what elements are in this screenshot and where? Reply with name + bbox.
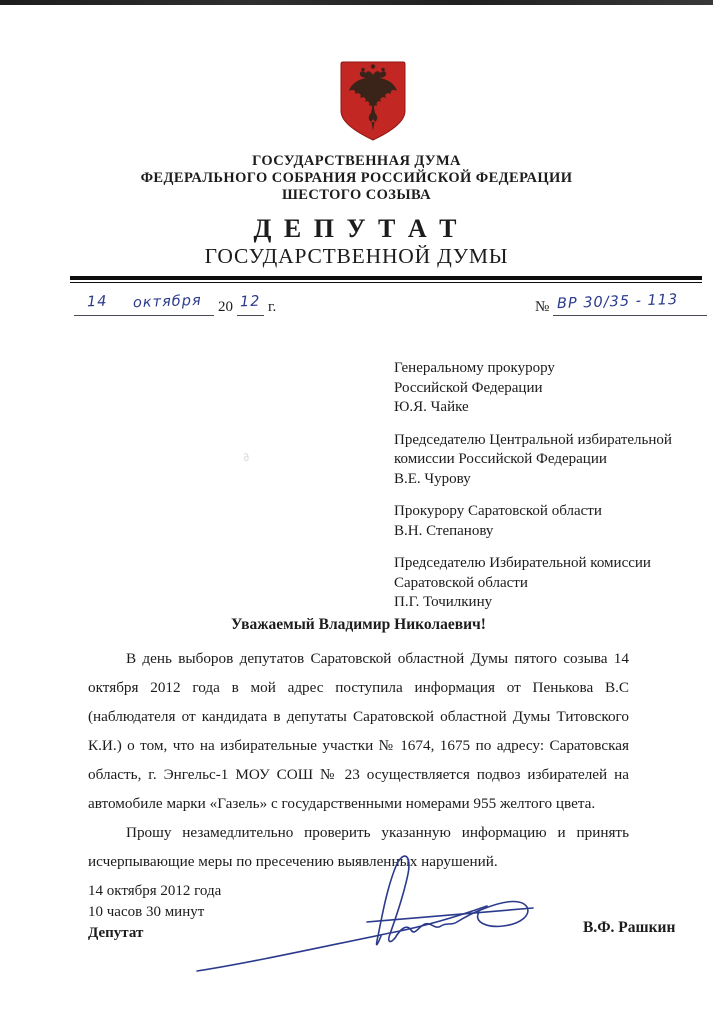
addressee-line: Российской Федерации	[394, 379, 543, 396]
letterhead	[0, 154, 713, 267]
date-field	[74, 294, 280, 316]
addressee-region-election-chairman	[394, 554, 674, 613]
handwritten-month: октября	[132, 292, 202, 312]
month-blank	[120, 294, 214, 316]
addressee-line: Саратовской области	[394, 574, 528, 591]
addressee-list	[394, 359, 674, 626]
signoff-date: 14 октября 2012 года	[88, 883, 222, 899]
addressee-line: Генеральному прокурору	[394, 360, 555, 376]
day-blank	[74, 294, 120, 316]
salutation: Уважаемый Владимир Николаевич!	[231, 616, 486, 633]
addressee-line: Прокурору Саратовской области	[394, 503, 602, 519]
body-paragraph-2: Прошу незамедлительно проверить указанную информацию и принять исчерпывающие меры по пресечению выявленных нарушений.	[88, 824, 629, 870]
letterhead-divider	[70, 276, 702, 283]
handwritten-number: ВР 30/35 - 113	[557, 291, 679, 313]
addressee-cec-chairman	[394, 431, 674, 490]
handwritten-year: 12	[239, 293, 261, 311]
duma-title: ГОСУДАРСТВЕННОЙ ДУМЫ	[204, 243, 509, 268]
date-number-row	[0, 291, 713, 320]
number-sign-label: №	[535, 299, 550, 315]
scan-border-top	[0, 0, 713, 5]
signature-icon	[185, 850, 540, 982]
addressee-line: П.Г. Точилкину	[394, 594, 493, 610]
signoff-time: 10 часов 30 минут	[88, 904, 205, 920]
body-paragraph-1: В день выборов депутатов Саратовской областной Думы пятого созыва 14 октября 2012 года в мой адрес поступила информация от Пенькова В.С (наблюдателя от кандидата в депутаты Саратовской областной Думы Титовского К.И.) о том, что на избирательные участки № 1674, 1675 по адресу: Саратовская область, г. Энгельс-1 МОУ СОШ № 23 осуществляется подвоз избирателей на автомобиле марки «Газель» с государственными номерами 955 желтого цвета.	[88, 650, 629, 812]
century-label: 20	[218, 299, 233, 315]
org-name-line3: ШЕСТОГО СОЗЫВА	[281, 187, 432, 203]
org-name-line2: ФЕДЕРАЛЬНОГО СОБРАНИЯ РОССИЙСКОЙ ФЕДЕРАЦИИ	[140, 170, 573, 186]
addressee-line: В.Н. Степанову	[394, 522, 494, 539]
addressee-line: Председателю Избирательной комиссии	[394, 555, 651, 571]
number-blank	[553, 291, 707, 316]
year-suffix-label: г.	[268, 299, 277, 315]
year-blank	[237, 294, 264, 316]
addressee-line: Председателю Центральной избирательной	[394, 431, 672, 448]
letter-body	[88, 644, 629, 876]
addressee-region-prosecutor	[394, 502, 674, 541]
addressee-line: комиссии Российской Федерации	[394, 451, 607, 467]
org-name-line1: ГОСУДАРСТВЕННАЯ ДУМА	[252, 153, 461, 169]
signoff-position: Депутат	[88, 925, 144, 941]
handwritten-day: 14	[86, 293, 108, 311]
addressee-line: В.Е. Чурову	[394, 470, 471, 487]
deputy-title: Д Е П У Т А Т	[253, 213, 460, 243]
addressee-line: Ю.Я. Чайке	[394, 399, 469, 415]
coat-of-arms-icon	[340, 61, 406, 141]
signatory-name: В.Ф. Рашкин	[583, 919, 676, 936]
scan-artifact: ∂	[240, 449, 252, 465]
addressee-general-prosecutor	[394, 359, 674, 418]
number-field	[531, 291, 707, 316]
